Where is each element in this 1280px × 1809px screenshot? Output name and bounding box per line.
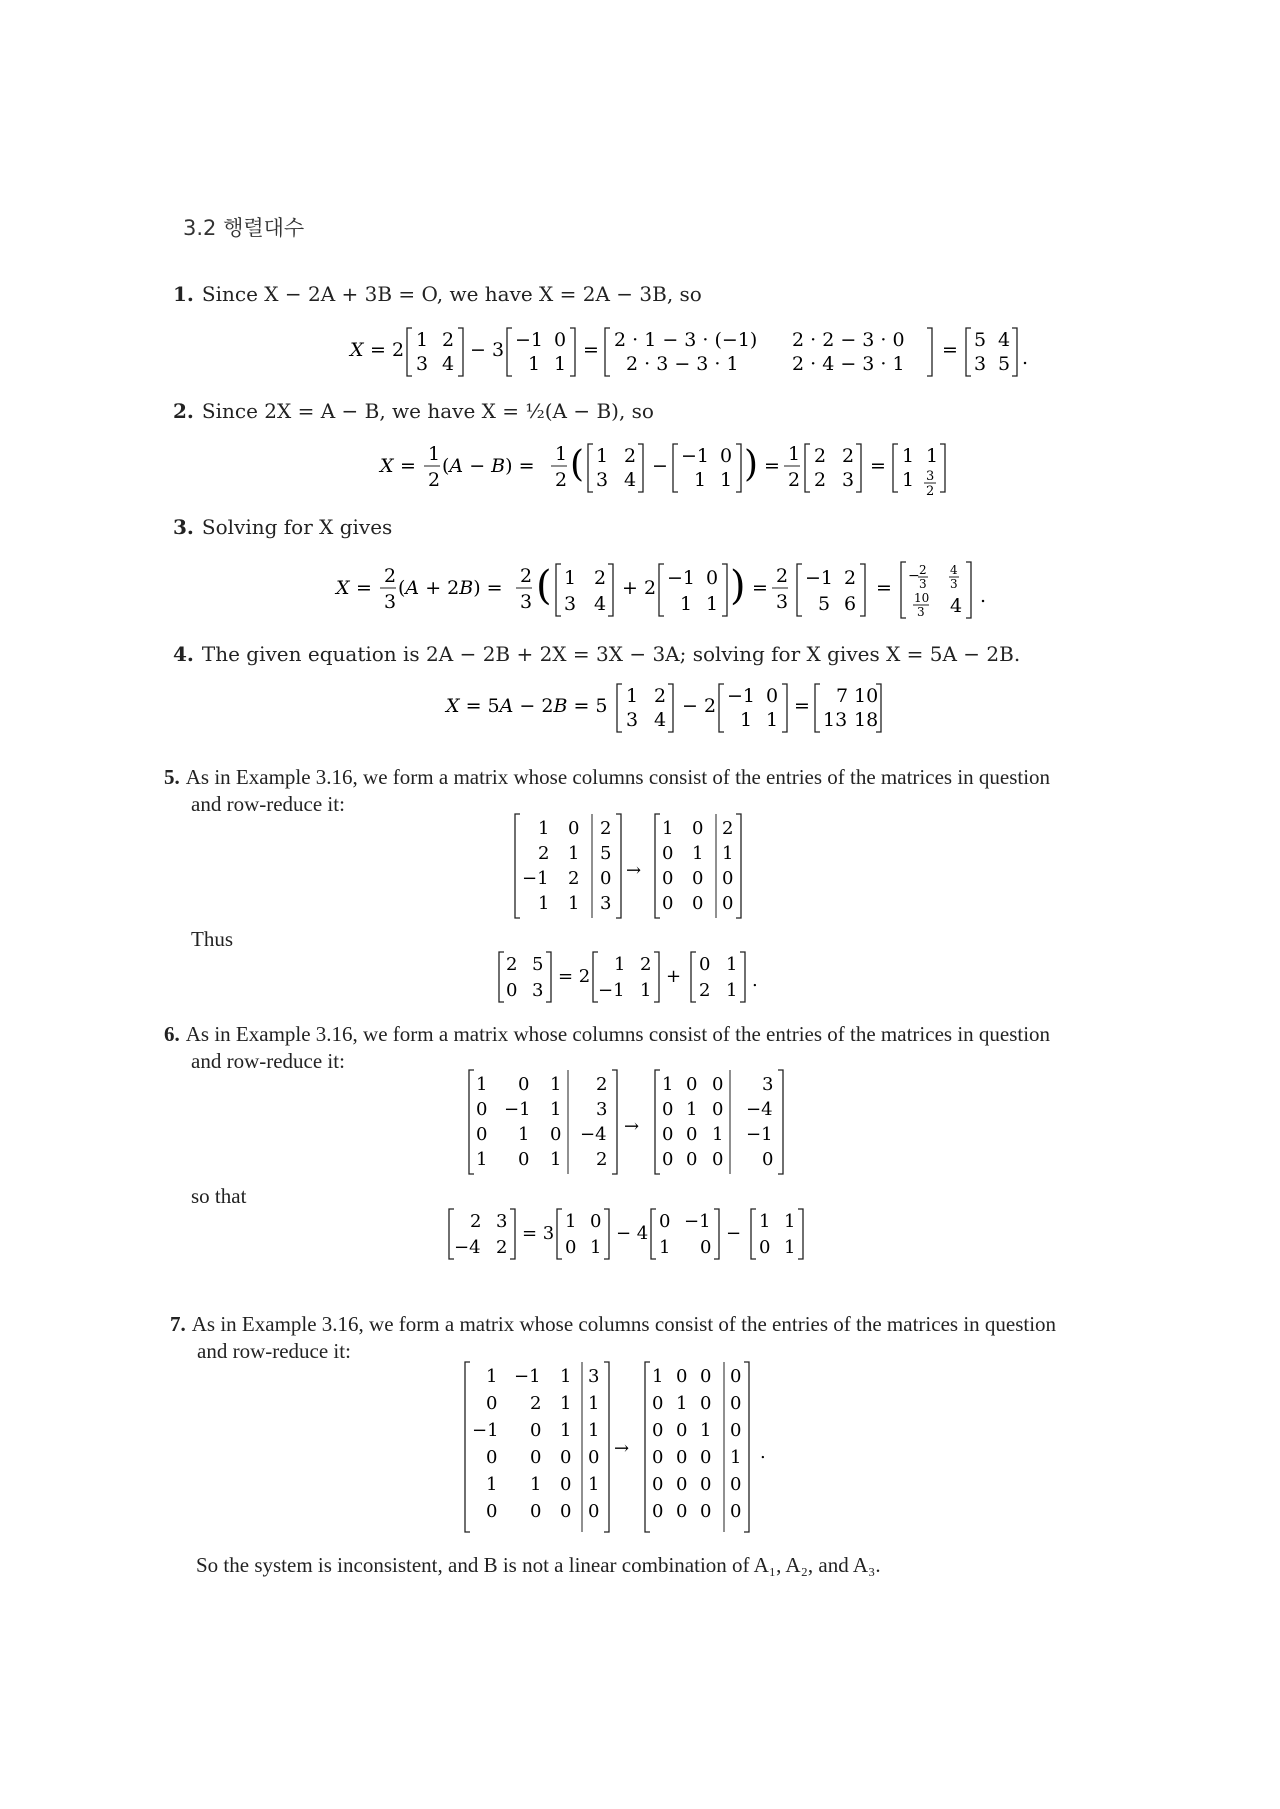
svg-text:3: 3 xyxy=(926,469,935,484)
problem-5-matrix xyxy=(512,810,752,929)
svg-text:0: 0 xyxy=(652,1501,664,1522)
problem-7-number: 7. xyxy=(170,1312,186,1336)
problem-6-equation xyxy=(444,1203,824,1270)
svg-text:−1: −1 xyxy=(667,567,696,589)
svg-text:0: 0 xyxy=(700,1366,712,1387)
svg-text:4: 4 xyxy=(950,563,958,577)
svg-text:0: 0 xyxy=(712,1074,724,1095)
svg-text:0: 0 xyxy=(730,1501,742,1522)
svg-text:0: 0 xyxy=(568,818,580,839)
problem-7-text-1: As in Example 3.16, we form a matrix whose columns consist of the entries of the matrices in question xyxy=(191,1312,1057,1336)
problem-5-equation-svg xyxy=(494,946,774,1008)
svg-text:1: 1 xyxy=(730,1447,742,1468)
svg-text:2: 2 xyxy=(814,469,827,491)
svg-text:− 2: − 2 xyxy=(682,695,717,717)
svg-text:5: 5 xyxy=(818,593,831,615)
svg-text:0: 0 xyxy=(662,843,674,864)
svg-text:1: 1 xyxy=(588,1393,600,1414)
svg-text:2: 2 xyxy=(600,818,612,839)
svg-text:1: 1 xyxy=(686,1099,698,1120)
svg-text:1: 1 xyxy=(568,893,580,914)
svg-text:= 2: = 2 xyxy=(370,339,405,361)
svg-text:4: 4 xyxy=(998,329,1011,351)
svg-text:0: 0 xyxy=(652,1393,664,1414)
svg-text:2: 2 xyxy=(596,1149,608,1170)
svg-text:4: 4 xyxy=(442,353,455,375)
svg-text:2: 2 xyxy=(654,685,667,707)
problem-4-statement xyxy=(173,641,1020,667)
svg-text:0: 0 xyxy=(686,1124,698,1145)
svg-text:=: = xyxy=(764,455,780,477)
svg-text:3: 3 xyxy=(950,577,958,591)
problem-6-text-2: and row-reduce it: xyxy=(191,1049,345,1073)
svg-text:3: 3 xyxy=(919,577,927,591)
svg-text:−1: −1 xyxy=(681,445,710,467)
problem-7-conclusion: So the system is inconsistent, and B is not a linear combination of A₁, A₂, and A₃. xyxy=(196,1553,881,1577)
problem-3-number: 3. xyxy=(173,515,194,539)
svg-text:2: 2 xyxy=(722,818,734,839)
svg-text:3: 3 xyxy=(596,469,609,491)
svg-text:1: 1 xyxy=(700,1420,712,1441)
svg-text:0: 0 xyxy=(652,1474,664,1495)
svg-text:−1: −1 xyxy=(746,1124,773,1145)
svg-text:1: 1 xyxy=(486,1366,498,1387)
svg-text:+: + xyxy=(666,966,682,987)
svg-text:3: 3 xyxy=(974,353,987,375)
svg-text:0: 0 xyxy=(662,1149,674,1170)
problem-6-matrix xyxy=(466,1066,796,1185)
svg-text:1: 1 xyxy=(766,709,779,731)
svg-text:18: 18 xyxy=(854,709,879,731)
svg-text:=: = xyxy=(752,577,768,599)
svg-text:2: 2 xyxy=(594,567,607,589)
problem-4-number: 4. xyxy=(173,642,194,666)
svg-text:→: → xyxy=(624,1116,640,1137)
svg-text:1: 1 xyxy=(560,1393,572,1414)
svg-text:1: 1 xyxy=(626,685,639,707)
svg-text:0: 0 xyxy=(766,685,779,707)
svg-text:7: 7 xyxy=(836,685,849,707)
svg-text:1: 1 xyxy=(926,445,939,467)
svg-text:0: 0 xyxy=(588,1447,600,1468)
svg-text:2 · 2 − 3 · 0: 2 · 2 − 3 · 0 xyxy=(792,329,905,351)
svg-text:0: 0 xyxy=(662,868,674,889)
svg-text:−: − xyxy=(908,568,920,584)
svg-text:0: 0 xyxy=(588,1501,600,1522)
problem-2-text: Since 2X = A − B, we have X = ½(A − B), so xyxy=(201,399,654,423)
svg-text:0: 0 xyxy=(486,1501,498,1522)
svg-text:= 3: = 3 xyxy=(522,1223,555,1244)
svg-text:X: X xyxy=(350,339,364,361)
svg-text:2: 2 xyxy=(530,1393,542,1414)
svg-text:0: 0 xyxy=(720,445,733,467)
svg-text:−1: −1 xyxy=(504,1099,531,1120)
svg-text:2: 2 xyxy=(776,565,789,587)
svg-text:−1: −1 xyxy=(515,329,544,351)
svg-text:1: 1 xyxy=(428,443,441,465)
problem-4-text: The given equation is 2A − 2B + 2X = 3X − 3A; solving for X gives X = 5A − 2B. xyxy=(201,642,1021,666)
svg-text:3: 3 xyxy=(564,593,577,615)
svg-text:1: 1 xyxy=(694,469,707,491)
svg-text:−1: −1 xyxy=(522,868,549,889)
problem-6-matrix-svg xyxy=(466,1066,796,1180)
svg-text:1: 1 xyxy=(614,954,626,975)
svg-text:0: 0 xyxy=(662,1124,674,1145)
svg-text:→: → xyxy=(614,1438,630,1459)
problem-2-statement xyxy=(173,398,654,424)
svg-text:0: 0 xyxy=(700,1447,712,1468)
svg-text:→: → xyxy=(626,860,642,881)
problem-6-equation-svg xyxy=(444,1203,824,1265)
svg-text:10: 10 xyxy=(854,685,879,707)
svg-text:2: 2 xyxy=(428,469,441,491)
svg-text:1: 1 xyxy=(784,1211,796,1232)
svg-text:1: 1 xyxy=(706,593,719,615)
svg-text:X: X xyxy=(336,577,350,599)
svg-text:−1: −1 xyxy=(514,1366,541,1387)
problem-7-matrix-svg xyxy=(462,1358,782,1538)
svg-text:0: 0 xyxy=(712,1149,724,1170)
svg-text:0: 0 xyxy=(700,1237,712,1258)
svg-text:1: 1 xyxy=(486,1474,498,1495)
svg-text:1: 1 xyxy=(560,1366,572,1387)
svg-text:1: 1 xyxy=(588,1420,600,1441)
problem-5-number: 5. xyxy=(164,765,180,789)
svg-text:2: 2 xyxy=(624,445,637,467)
problem-5-matrix-svg xyxy=(512,810,752,924)
svg-text:6: 6 xyxy=(844,593,857,615)
svg-text:13: 13 xyxy=(823,709,848,731)
problem-1-statement xyxy=(173,281,702,307)
svg-text:1: 1 xyxy=(554,353,567,375)
svg-text:+ 2: + 2 xyxy=(622,577,657,599)
svg-text:3: 3 xyxy=(532,980,544,1001)
svg-text:5: 5 xyxy=(532,954,544,975)
svg-text:1: 1 xyxy=(538,893,550,914)
problem-4-equation-svg xyxy=(446,676,926,738)
svg-text:0: 0 xyxy=(730,1366,742,1387)
svg-text:1: 1 xyxy=(712,1124,724,1145)
svg-text:0: 0 xyxy=(476,1099,488,1120)
svg-text:1: 1 xyxy=(902,469,915,491)
svg-text:1: 1 xyxy=(530,1474,542,1495)
svg-text:4: 4 xyxy=(624,469,637,491)
svg-text:=: = xyxy=(876,577,892,599)
svg-text:0: 0 xyxy=(590,1211,602,1232)
svg-text:0: 0 xyxy=(676,1366,688,1387)
svg-text:4: 4 xyxy=(594,593,607,615)
svg-text:1: 1 xyxy=(662,818,674,839)
problem-3-equation xyxy=(336,556,1036,627)
problem-2-equation-svg xyxy=(380,436,1000,498)
svg-text:1: 1 xyxy=(659,1237,671,1258)
svg-text:= 2: = 2 xyxy=(558,966,591,987)
svg-text:1: 1 xyxy=(568,843,580,864)
svg-text:2: 2 xyxy=(640,954,652,975)
svg-text:0: 0 xyxy=(762,1149,774,1170)
svg-text:1: 1 xyxy=(722,843,734,864)
problem-3-equation-svg xyxy=(336,556,1036,622)
svg-text:0: 0 xyxy=(722,893,734,914)
svg-text:0: 0 xyxy=(652,1447,664,1468)
svg-text:2: 2 xyxy=(788,469,801,491)
svg-text:1: 1 xyxy=(788,443,801,465)
svg-text:2 · 3 − 3 · 1: 2 · 3 − 3 · 1 xyxy=(626,353,739,375)
svg-text:1: 1 xyxy=(560,1420,572,1441)
svg-text:0: 0 xyxy=(700,1393,712,1414)
svg-text:=: = xyxy=(356,577,372,599)
svg-text:0: 0 xyxy=(486,1447,498,1468)
problem-2-equation xyxy=(380,436,1000,503)
svg-text:2: 2 xyxy=(919,563,927,577)
svg-text:0: 0 xyxy=(676,1447,688,1468)
svg-text:0: 0 xyxy=(486,1393,498,1414)
svg-text:2: 2 xyxy=(520,565,533,587)
problem-5-text-1: As in Example 3.16, we form a matrix whose columns consist of the entries of the matrices in question xyxy=(185,765,1051,789)
svg-text:0: 0 xyxy=(600,868,612,889)
svg-text:4: 4 xyxy=(654,709,667,731)
svg-text:0: 0 xyxy=(662,1099,674,1120)
svg-text:2: 2 xyxy=(699,980,711,1001)
svg-text:1: 1 xyxy=(662,1074,674,1095)
problem-4-equation xyxy=(446,676,926,743)
svg-text:−: − xyxy=(726,1223,742,1244)
svg-text:1: 1 xyxy=(550,1099,562,1120)
svg-text:2: 2 xyxy=(538,843,550,864)
svg-text:1: 1 xyxy=(692,843,704,864)
svg-text:2: 2 xyxy=(568,868,580,889)
svg-text:1: 1 xyxy=(640,980,652,1001)
svg-text:(: ( xyxy=(536,563,552,609)
svg-text:5: 5 xyxy=(998,353,1011,375)
svg-text:1: 1 xyxy=(550,1074,562,1095)
svg-text:0: 0 xyxy=(652,1420,664,1441)
svg-text:(A − B) =: (A − B) = xyxy=(442,455,535,477)
svg-text:0: 0 xyxy=(686,1074,698,1095)
svg-text:3: 3 xyxy=(626,709,639,731)
problem-1-equation xyxy=(350,320,1030,387)
svg-text:3: 3 xyxy=(588,1366,600,1387)
svg-text:−1: −1 xyxy=(727,685,756,707)
problem-1-equation-svg xyxy=(350,320,1030,382)
svg-text:−4: −4 xyxy=(454,1237,481,1258)
problem-3-statement xyxy=(173,514,392,540)
svg-text:3: 3 xyxy=(416,353,429,375)
problem-1-text: Since X − 2A + 3B = O, we have X = 2A − 3B, so xyxy=(201,282,702,306)
svg-text:0: 0 xyxy=(692,818,704,839)
svg-text:2 · 4 − 3 · 1: 2 · 4 − 3 · 1 xyxy=(792,353,905,375)
svg-text:0: 0 xyxy=(692,868,704,889)
svg-text:0: 0 xyxy=(554,329,567,351)
svg-text:1: 1 xyxy=(902,445,915,467)
svg-text:=: = xyxy=(942,339,958,361)
svg-text:1: 1 xyxy=(565,1211,577,1232)
svg-text:0: 0 xyxy=(530,1501,542,1522)
svg-text:.: . xyxy=(980,585,987,607)
svg-text:0: 0 xyxy=(730,1474,742,1495)
svg-text:3: 3 xyxy=(917,605,925,619)
svg-text:3: 3 xyxy=(600,893,612,914)
svg-text:10: 10 xyxy=(914,591,930,605)
svg-text:3: 3 xyxy=(762,1074,774,1095)
svg-text:0: 0 xyxy=(550,1124,562,1145)
problem-1-number: 1. xyxy=(173,282,194,306)
svg-text:1: 1 xyxy=(564,567,577,589)
svg-text:−1: −1 xyxy=(598,980,625,1001)
svg-text:2: 2 xyxy=(442,329,455,351)
svg-text:0: 0 xyxy=(700,1501,712,1522)
svg-text:0: 0 xyxy=(506,980,518,1001)
svg-text:X: X xyxy=(380,455,394,477)
svg-text:0: 0 xyxy=(676,1420,688,1441)
svg-text:0: 0 xyxy=(686,1149,698,1170)
problem-7-statement xyxy=(170,1311,1056,1365)
svg-text:2: 2 xyxy=(555,469,568,491)
svg-text:0: 0 xyxy=(730,1393,742,1414)
svg-text:3: 3 xyxy=(496,1211,508,1232)
svg-text:1: 1 xyxy=(518,1124,530,1145)
svg-text:0: 0 xyxy=(676,1501,688,1522)
svg-text:1: 1 xyxy=(652,1366,664,1387)
svg-text:3: 3 xyxy=(776,591,789,613)
svg-text:0: 0 xyxy=(730,1420,742,1441)
svg-text:0: 0 xyxy=(565,1237,577,1258)
svg-text:2: 2 xyxy=(842,445,855,467)
svg-text:1: 1 xyxy=(476,1074,488,1095)
svg-text:0: 0 xyxy=(530,1447,542,1468)
problem-5-thus: Thus xyxy=(191,927,233,951)
svg-text:−1: −1 xyxy=(472,1420,499,1441)
svg-text:(A + 2B) =: (A + 2B) = xyxy=(398,577,503,599)
svg-text:0: 0 xyxy=(518,1149,530,1170)
svg-text:=: = xyxy=(400,455,416,477)
svg-text:2: 2 xyxy=(844,567,857,589)
problem-5-equation xyxy=(494,946,774,1013)
svg-text:3: 3 xyxy=(384,591,397,613)
svg-text:): ) xyxy=(744,444,759,485)
problem-7-matrix xyxy=(462,1358,782,1543)
svg-text:(: ( xyxy=(570,444,585,485)
svg-text:−1: −1 xyxy=(805,567,834,589)
svg-text:1: 1 xyxy=(416,329,429,351)
problem-6-so-that: so that xyxy=(191,1184,247,1208)
svg-text:1: 1 xyxy=(680,593,693,615)
svg-text:−: − xyxy=(652,455,668,477)
svg-text:1: 1 xyxy=(784,1237,796,1258)
svg-text:0: 0 xyxy=(560,1447,572,1468)
svg-text:0: 0 xyxy=(712,1099,724,1120)
svg-text:1: 1 xyxy=(528,353,541,375)
svg-text:2: 2 xyxy=(596,1074,608,1095)
svg-text:−4: −4 xyxy=(746,1099,773,1120)
svg-text:1: 1 xyxy=(476,1149,488,1170)
svg-text:2: 2 xyxy=(814,445,827,467)
svg-text:0: 0 xyxy=(659,1211,671,1232)
svg-text:1: 1 xyxy=(588,1474,600,1495)
problem-6-number: 6. xyxy=(164,1022,180,1046)
problem-3-text: Solving for X gives xyxy=(201,515,393,539)
svg-text:): ) xyxy=(730,563,746,609)
svg-text:1: 1 xyxy=(590,1237,602,1258)
problem-2-number: 2. xyxy=(173,399,194,423)
svg-text:1: 1 xyxy=(555,443,568,465)
svg-text:0: 0 xyxy=(700,1474,712,1495)
svg-text:.: . xyxy=(1022,347,1029,369)
svg-text:0: 0 xyxy=(759,1237,771,1258)
svg-text:0: 0 xyxy=(560,1501,572,1522)
svg-text:0: 0 xyxy=(722,868,734,889)
svg-text:1: 1 xyxy=(740,709,753,731)
problem-6-text-1: As in Example 3.16, we form a matrix whose columns consist of the entries of the matrices in question xyxy=(185,1022,1051,1046)
svg-text:− 3: − 3 xyxy=(470,339,505,361)
svg-text:.: . xyxy=(752,970,758,991)
problem-7-text-2: and row-reduce it: xyxy=(197,1339,351,1363)
svg-text:1: 1 xyxy=(550,1149,562,1170)
svg-text:2: 2 xyxy=(496,1237,508,1258)
svg-text:2 · 1 − 3 · (−1): 2 · 1 − 3 · (−1) xyxy=(614,329,758,351)
svg-text:1: 1 xyxy=(726,980,738,1001)
svg-text:0: 0 xyxy=(560,1474,572,1495)
svg-text:0: 0 xyxy=(530,1420,542,1441)
svg-text:3: 3 xyxy=(520,591,533,613)
svg-text:0: 0 xyxy=(476,1124,488,1145)
svg-text:− 4: − 4 xyxy=(616,1223,649,1244)
svg-text:3: 3 xyxy=(842,469,855,491)
problem-5-text-2: and row-reduce it: xyxy=(191,792,345,816)
svg-text:0: 0 xyxy=(706,567,719,589)
svg-text:0: 0 xyxy=(676,1474,688,1495)
svg-text:1: 1 xyxy=(676,1393,688,1414)
svg-text:1: 1 xyxy=(759,1211,771,1232)
svg-text:2: 2 xyxy=(384,565,397,587)
svg-text:5: 5 xyxy=(974,329,987,351)
svg-text:0: 0 xyxy=(699,954,711,975)
svg-text:4: 4 xyxy=(950,595,963,617)
svg-text:0: 0 xyxy=(662,893,674,914)
svg-text:1: 1 xyxy=(726,954,738,975)
svg-text:−1: −1 xyxy=(684,1211,711,1232)
svg-text:1: 1 xyxy=(596,445,609,467)
svg-text:.: . xyxy=(760,1442,766,1463)
svg-text:=: = xyxy=(583,339,599,361)
svg-text:X = 5A − 2B = 5: X = 5A − 2B = 5 xyxy=(446,695,608,717)
svg-text:2: 2 xyxy=(506,954,518,975)
svg-text:3: 3 xyxy=(596,1099,608,1120)
svg-text:=: = xyxy=(870,455,886,477)
svg-text:1: 1 xyxy=(720,469,733,491)
svg-text:1: 1 xyxy=(538,818,550,839)
svg-text:2: 2 xyxy=(926,484,935,499)
svg-text:=: = xyxy=(794,695,810,717)
svg-text:0: 0 xyxy=(518,1074,530,1095)
svg-text:−4: −4 xyxy=(580,1124,607,1145)
svg-text:5: 5 xyxy=(600,843,612,864)
svg-text:2: 2 xyxy=(470,1211,482,1232)
svg-text:0: 0 xyxy=(692,893,704,914)
section-header: 3.2 행렬대수 xyxy=(183,216,305,240)
